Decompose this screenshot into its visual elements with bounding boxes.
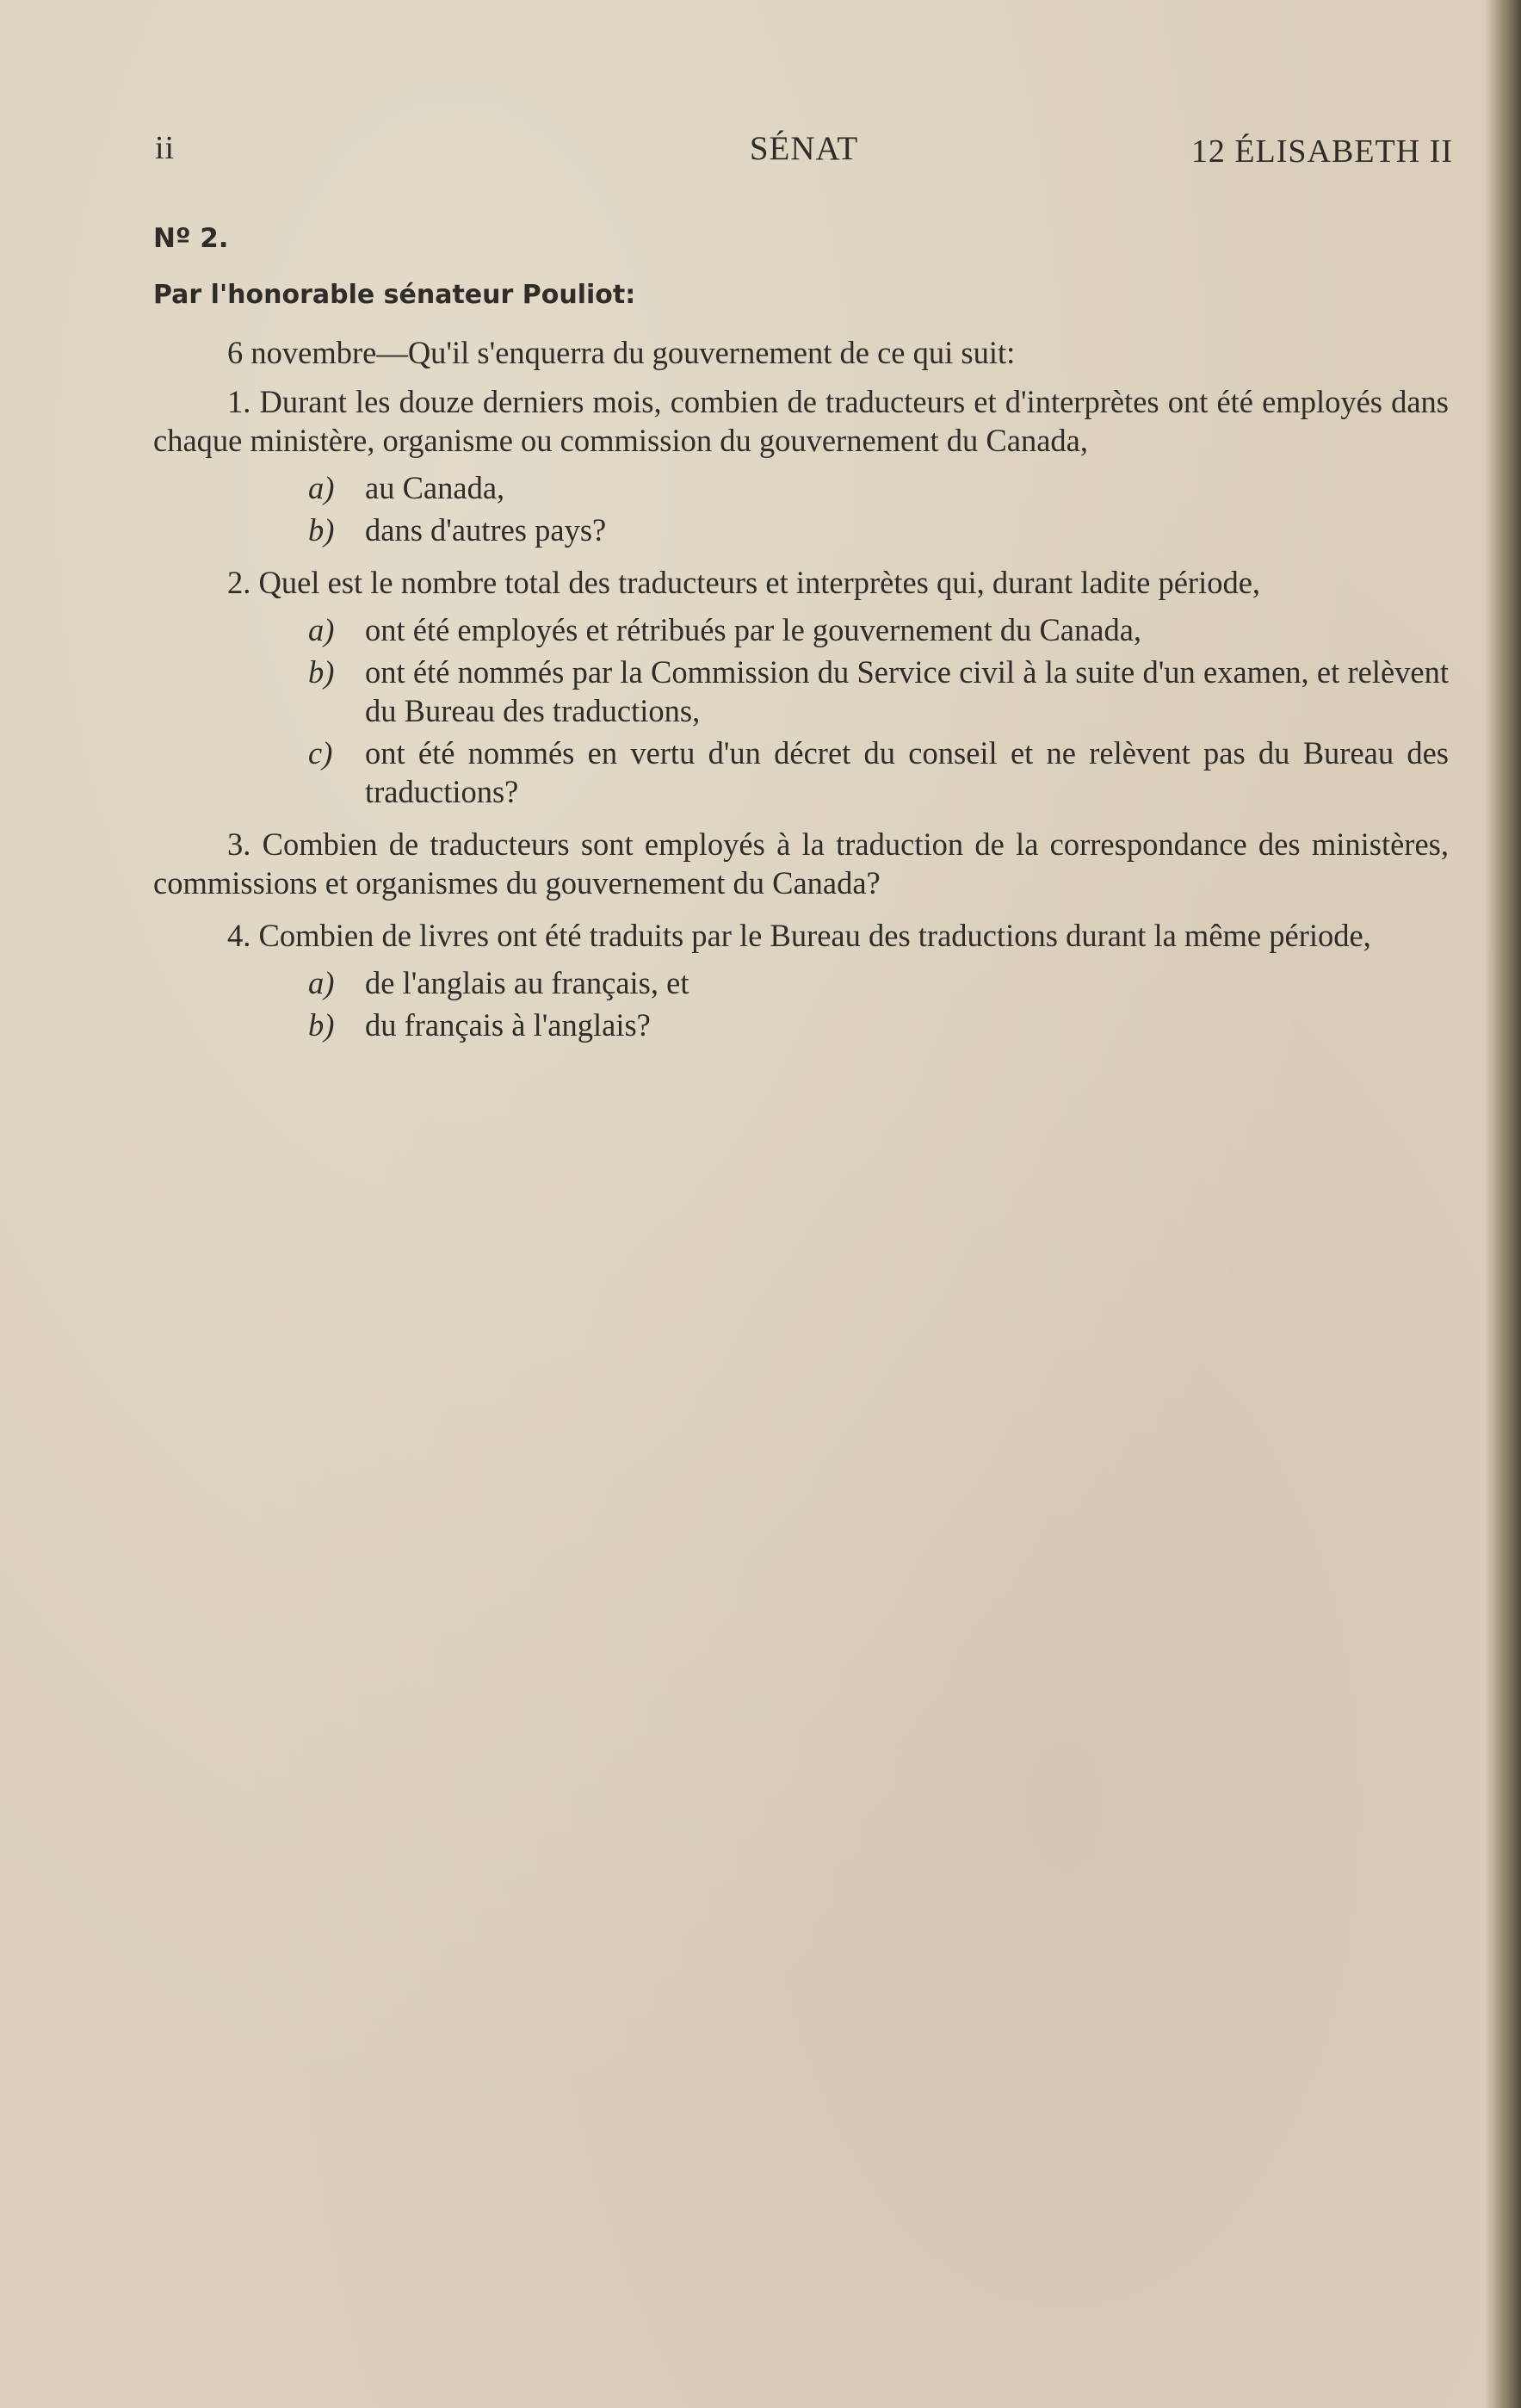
question-intro: 6 novembre—Qu'il s'enquerra du gouvernement de ce qui suit: <box>227 335 1016 370</box>
sub-item-2b <box>308 653 1449 730</box>
sub-item-letter: a) <box>308 470 335 505</box>
question-body <box>153 220 1449 1048</box>
question-number: Nº 2. <box>153 223 229 254</box>
sub-item-letter: a) <box>308 612 335 647</box>
sub-item-4a <box>308 963 1449 1002</box>
header-title: SÉNAT <box>749 130 859 167</box>
sub-item-letter: a) <box>308 965 335 1000</box>
sub-item-text: ont été nommés par la Commission du Service civil à la suite d'un examen, et relèvent du Bureau des traductions, <box>365 654 1449 728</box>
sub-item-letter: b) <box>308 512 335 548</box>
page-folio: ii <box>155 130 176 166</box>
question-item-4: 4. Combien de livres ont été traduits par le Bureau des traductions durant la même période, <box>227 918 1371 953</box>
sub-item-text: au Canada, <box>365 470 505 505</box>
sub-item-text: de l'anglais au français, et <box>365 965 689 1000</box>
question-item-2: 2. Quel est le nombre total des traducteurs et interprètes qui, durant ladite période, <box>227 565 1261 600</box>
running-header <box>155 129 1453 172</box>
sub-item-2c <box>308 734 1449 811</box>
question-author: Par l'honorable sénateur Pouliot: <box>153 280 636 310</box>
sub-item-text: ont été nommés en vertu d'un décret du conseil et ne relèvent pas du Bureau des traductions? <box>365 735 1449 809</box>
question-item-1: 1. Durant les douze derniers mois, combien de traducteurs et d'interprètes ont été employés dans chaque ministère, organisme ou commission du gouvernement du Canada, <box>153 384 1449 458</box>
page-binding-edge <box>1485 0 1521 2408</box>
question-item-3: 3. Combien de traducteurs sont employés à la traduction de la correspondance des ministères, commissions et organismes du gouvernement du Canada? <box>153 826 1449 901</box>
sub-item-letter: c) <box>308 735 333 771</box>
sub-item-2a <box>308 610 1449 649</box>
sub-item-text: ont été employés et rétribués par le gouvernement du Canada, <box>365 612 1142 647</box>
sub-item-text: du français à l'anglais? <box>365 1007 651 1043</box>
sub-item-1b <box>308 511 1449 549</box>
regnal-year: 12 ÉLISABETH II <box>1190 133 1453 170</box>
sub-item-letter: b) <box>308 654 335 690</box>
sub-item-1a <box>308 468 1449 507</box>
sub-item-4b <box>308 1006 1449 1044</box>
sub-item-letter: b) <box>308 1007 335 1043</box>
sub-item-text: dans d'autres pays? <box>365 512 607 548</box>
